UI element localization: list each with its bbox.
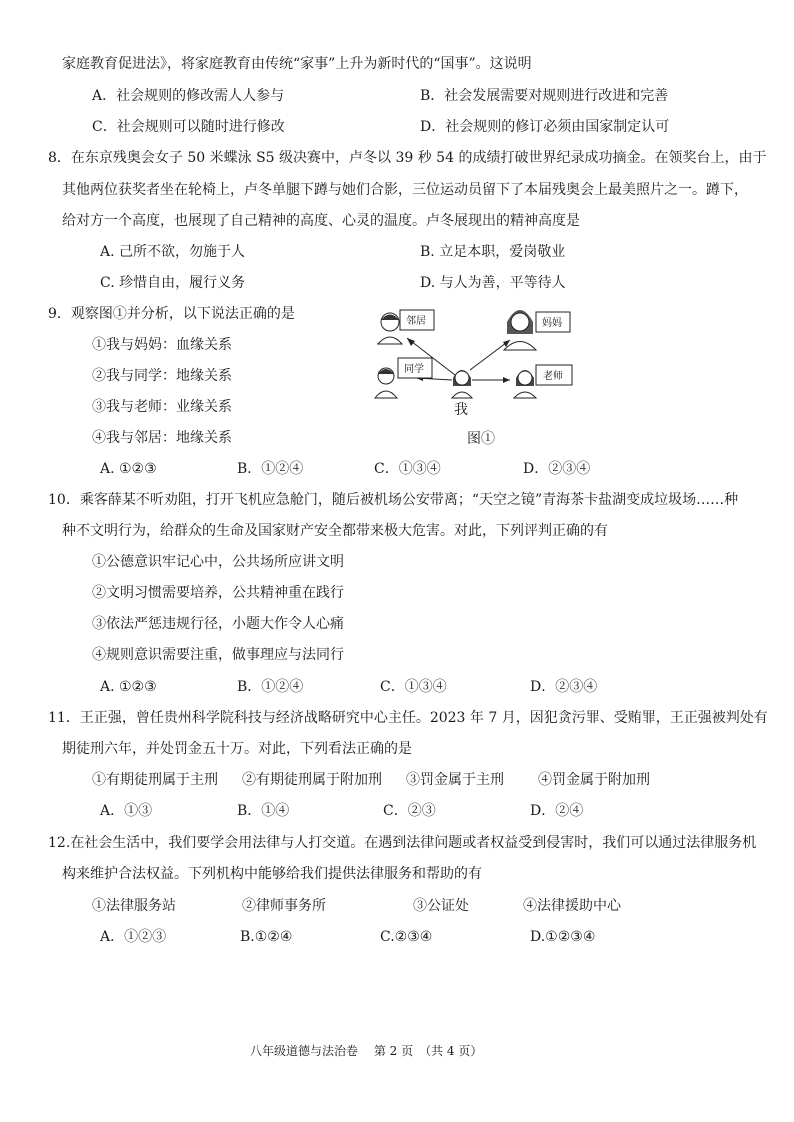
q9-option-c: C．①③④ [374,461,441,477]
q9-statement-1: ①我与妈妈：血缘关系 [92,337,232,353]
mom-label: 妈妈 [542,318,562,329]
q7-stem-end: 家庭教育促进法》，将家庭教育由传统“家事”上升为新时代的“国事”。这说明 [62,56,532,72]
q9-option-a: A. ①②③ [100,461,157,477]
q7-option-c: C．社会规则可以随时进行修改 [92,119,285,135]
neighbor-figure [378,313,402,344]
page-footer: 八年级道德与法治卷 第 2 页 （共 4 页） [250,1044,483,1058]
figure-caption: 图① [467,431,495,447]
q8-stem-line-3: 给对方一个高度，也展现了自己精神的高度、心灵的温度。卢冬展现出的精神高度是 [62,213,580,229]
q10-statement-3: ③依法严惩违规行径，小题大作令人心痛 [92,616,344,632]
q9-statement-2: ②我与同学：地缘关系 [92,368,232,384]
q11-option-c: C．②③ [383,803,436,819]
q12-option-a: A．①②③ [100,929,167,945]
q12-option-b: B.①②④ [240,929,293,945]
q8-stem-line-1: 8．在东京残奥会女子 50 米蝶泳 S5 级决赛中，卢冬以 39 秒 54 的成绩打破世界纪录成功摘金。在领奖台上，由于 [48,150,767,166]
teacher-label: 老师 [543,371,563,382]
q10-stem-line-1: 10．乘客薛某不听劝阻，打开飞机应急舱门，随后被机场公安带离；“天空之镜”青海茶卡盐湖变成垃圾场……种 [48,492,739,508]
q12-option-d: D.①②③④ [530,929,596,945]
q8-option-c: C. 珍惜自由，履行义务 [100,275,246,291]
teacher-figure [514,370,536,398]
q8-option-d: D. 与人为善，平等待人 [420,275,566,291]
q9-statement-3: ③我与老师：业缘关系 [92,399,232,415]
q7-option-a: A．社会规则的修改需人人参与 [92,88,285,104]
q10-statement-2: ②文明习惯需要培养，公共精神重在践行 [92,585,344,601]
q10-statement-4: ④规则意识需要注重，做事理应与法同行 [92,647,344,663]
q10-option-d: D．②③④ [530,679,598,695]
q11-option-a: A．①③ [100,803,153,819]
q7-option-d: D．社会规则的修订必须由国家制定认可 [420,119,670,135]
arrow-me-mom [470,340,510,370]
q11-statement-3: ③罚金属于主刑 [406,772,504,788]
q11-stem-line-2: 期徒刑六年，并处罚金五十万。对此，下列看法正确的是 [62,741,412,757]
me-figure [452,370,472,398]
q12-stem-line-1: 12.在社会生活中，我们要学会用法律与人打交道。在遇到法律问题或者权益受到侵害时，我们可以通过法律服务机 [48,835,757,851]
classmate-figure [375,368,397,398]
q9-option-b: B．①②④ [237,461,304,477]
q12-statement-1: ①法律服务站 [92,898,176,914]
q12-stem-line-2: 构来维护合法权益。下列机构中能够给我们提供法律服务和帮助的有 [62,866,482,882]
q10-option-b: B．①②④ [237,679,304,695]
q11-statement-1: ①有期徒刑属于主刑 [92,772,218,788]
q9-stem: 9．观察图①并分析，以下说法正确的是 [48,306,295,322]
neighbor-label: 邻居 [406,316,426,327]
q12-option-c: C.②③④ [380,929,433,945]
q12-statement-4: ④法律援助中心 [523,898,621,914]
relationship-diagram [370,300,600,450]
q11-option-b: B．①④ [237,803,290,819]
q12-statement-3: ③公证处 [413,898,469,914]
q11-statement-2: ②有期徒刑属于附加刑 [242,772,382,788]
q8-stem-line-2: 其他两位获奖者坐在轮椅上，卢冬单腿下蹲与她们合影，三位运动员留下了本届残奥会上最美照片之一。蹲下， [62,182,748,198]
q8-option-a: A. 己所不欲，勿施于人 [100,244,246,260]
me-label: 我 [454,402,468,418]
q8-option-b: B. 立足本职，爱岗敬业 [420,244,566,260]
q10-option-a: A. ①②③ [100,679,157,695]
q7-option-b: B．社会发展需要对规则进行改进和完善 [420,88,669,104]
q10-option-c: C．①③④ [380,679,447,695]
q11-statement-4: ④罚金属于附加刑 [538,772,650,788]
q10-statement-1: ①公德意识牢记心中，公共场所应讲文明 [92,554,344,570]
classmate-label: 同学 [404,364,424,375]
mom-figure [504,310,536,350]
q11-stem-line-1: 11．王正强，曾任贵州科学院科技与经济战略研究中心主任。2023 年 7 月，因犯贪污罪、受贿罪，王正强被判处有 [48,710,768,726]
q11-option-d: D．②④ [530,803,584,819]
relationship-diagram-svg [370,300,600,450]
q10-stem-line-2: 种不文明行为，给群众的生命及国家财产安全都带来极大危害。对此，下列评判正确的有 [62,523,608,539]
q12-statement-2: ②律师事务所 [242,898,326,914]
q9-option-d: D．②③④ [523,461,591,477]
q9-statement-4: ④我与邻居：地缘关系 [92,430,232,446]
